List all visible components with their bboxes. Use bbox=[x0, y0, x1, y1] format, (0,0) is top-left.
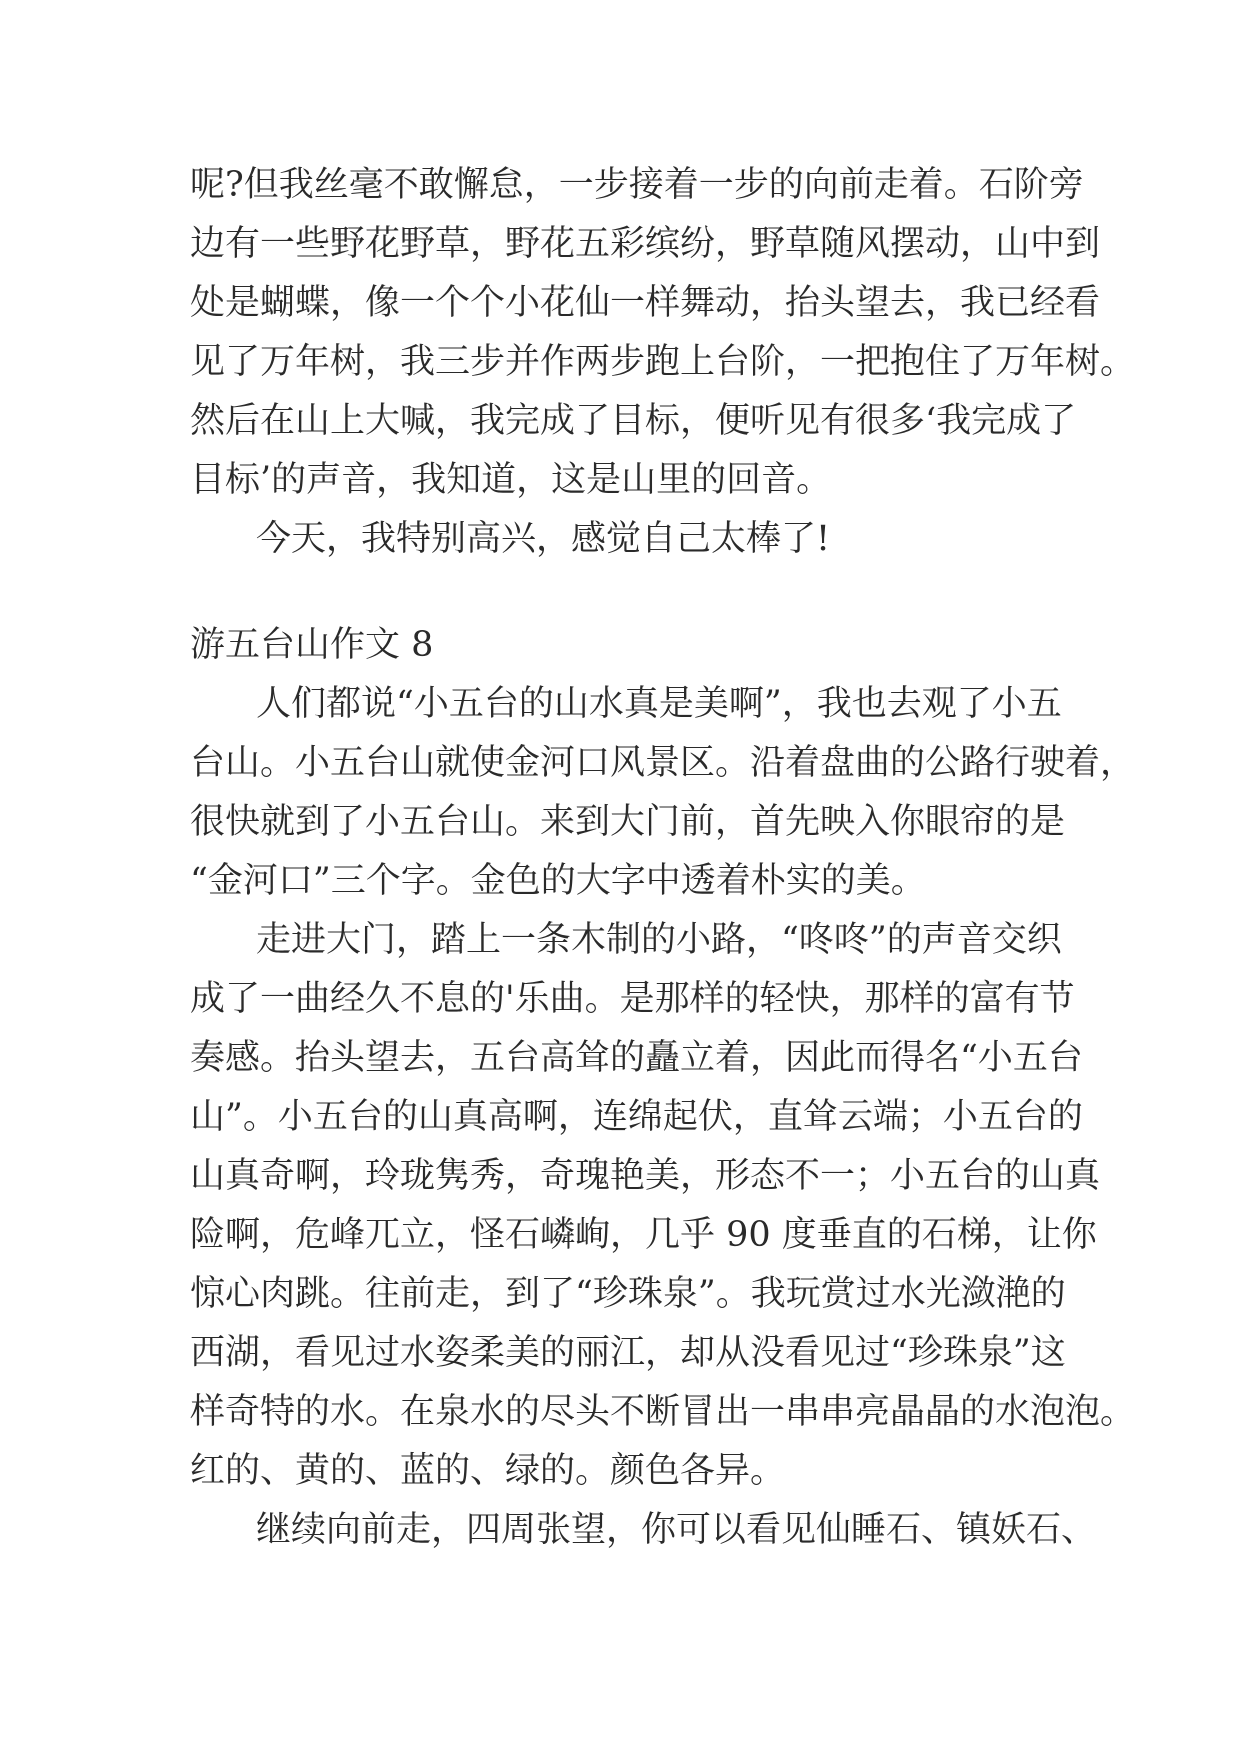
text-line: 险啊，危峰兀立，怪石嶙峋，几乎 90 度垂直的石梯，让你 bbox=[190, 1215, 1097, 1255]
text-line: 继续向前走，四周张望，你可以看见仙睡石、镇妖石、 bbox=[256, 1510, 1097, 1550]
text-line: 很快就到了小五台山。来到大门前，首先映入你眼帘的是 bbox=[190, 802, 1066, 842]
text-line: 样奇特的水。在泉水的尽头不断冒出一串串亮晶晶的水泡泡。 bbox=[190, 1392, 1136, 1432]
text-line: 红的、黄的、蓝的、绿的。颜色各异。 bbox=[190, 1451, 786, 1491]
text-line: 目标’的声音，我知道，这是山里的回音。 bbox=[190, 460, 832, 500]
text-line: 今天，我特别高兴，感觉自己太棒了! bbox=[256, 519, 831, 559]
text-line: 西湖，看见过水姿柔美的丽江，却从没看见过“珍珠泉”这 bbox=[190, 1333, 1066, 1373]
text-line: 台山。小五台山就使金河口风景区。沿着盘曲的公路行驶着， bbox=[190, 743, 1136, 783]
text-line: 山”。小五台的山真高啊，连绵起伏，直耸云端；小五台的 bbox=[190, 1097, 1083, 1137]
text-line: 惊心肉跳。往前走，到了“珍珠泉”。我玩赏过水光潋滟的 bbox=[190, 1274, 1066, 1314]
text-line: 见了万年树，我三步并作两步跑上台阶，一把抱住了万年树。 bbox=[190, 342, 1136, 382]
text-line: 处是蝴蝶，像一个个小花仙一样舞动，抬头望去，我已经看 bbox=[190, 283, 1101, 323]
text-line: 人们都说“小五台的山水真是美啊”，我也去观了小五 bbox=[256, 684, 1062, 724]
text-line: 成了一曲经久不息的'乐曲。是那样的轻快，那样的富有节 bbox=[190, 979, 1075, 1019]
text-line: 走进大门，踏上一条木制的小路，“咚咚”的声音交织 bbox=[256, 920, 1062, 960]
text-line: 山真奇啊，玲珑隽秀，奇瑰艳美，形态不一；小五台的山真 bbox=[190, 1156, 1101, 1196]
text-line: 然后在山上大喊，我完成了目标，便听见有很多‘我完成了 bbox=[190, 401, 1077, 441]
text-line: 边有一些野花野草，野花五彩缤纷，野草随风摆动，山中到 bbox=[190, 224, 1101, 264]
text-line: “金河口”三个字。金色的大字中透着朴实的美。 bbox=[190, 861, 926, 901]
text-line: 呢?但我丝毫不敢懈怠，一步接着一步的向前走着。石阶旁 bbox=[190, 165, 1084, 205]
text-line: 奏感。抬头望去，五台高耸的矗立着，因此而得名“小五台 bbox=[190, 1038, 1083, 1078]
section-title: 游五台山作文 8 bbox=[190, 625, 434, 665]
